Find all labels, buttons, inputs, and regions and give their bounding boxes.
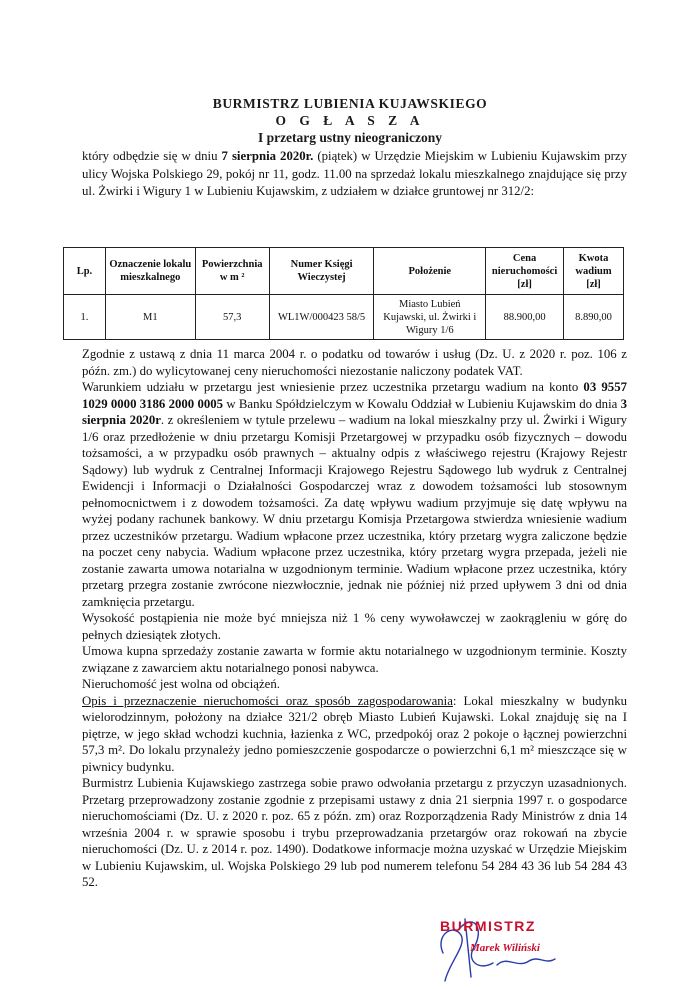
table-header: Oznaczenie lokalu mieszkalnego xyxy=(105,248,195,295)
table-header: Kwota wadium [zł] xyxy=(564,248,624,295)
table-cell: 88.900,00 xyxy=(486,295,564,340)
deposit-text-1: Warunkiem udziału w przetargu jest wniesienie przez uczestnika przetargu wadium na konto xyxy=(82,380,584,394)
bank-account: 03 9557 1029 0000 3186 2000 0005 xyxy=(82,380,628,411)
document-title: BURMISTRZ LUBIENIA KUJAWSKIEGO xyxy=(212,96,488,111)
body-text xyxy=(82,346,627,891)
vat-paragraph: Zgodnie z ustawą z dnia 11 marca 2004 r. o podatku od towarów i usług (Dz. U. z 2020 r. poz. 106 z późn. zm.) do wylicytowanej ceny nieruchomości niezostanie naliczony podatek VAT. xyxy=(82,347,627,378)
description-heading: Opis i przeznaczenie nieruchomości oraz sposób zagospodarowania xyxy=(82,693,453,708)
table-row xyxy=(64,295,624,340)
property-table xyxy=(63,247,624,340)
table-cell: Miasto Lubień Kujawski, ul. Żwirki i Wigury 1/6 xyxy=(374,295,486,340)
table-header: Numer Księgi Wieczystej xyxy=(269,248,374,295)
description-text: : Lokal mieszkalny w budynku wielorodzinnym, położony na działce 321/2 obręb Miasto Lubień Kujawski. Lokal znajduję się na I piętrze, w jego skład wchodzi kuchnia, łazienka z WC, przedpokój oraz 2 pokoje o łącznej powierzchni 57,3 m². Do lokalu przynależy jedno pomieszczenie gospodarcze o powierzchni 6,1 m² mieszczące się w piwnicy budynku. xyxy=(82,693,628,774)
table-header: Powierzchnia w m ² xyxy=(195,248,269,295)
contract-paragraph: Umowa kupna sprzedaży zostanie zawarta w formie aktu notarialnego w uzgodnionym terminie. Koszty związane z zawarciem aktu notarialnego ponosi nabywca. xyxy=(82,644,627,675)
legal-paragraph: Burmistrz Lubienia Kujawskiego zastrzega sobie prawo odwołania przetargu z przyczyn uzasadnionych. Przetarg przeprowadzony zostanie zgodnie z przepisami ustawy z dnia 21 sierpnia 1997 r. o gospodarce nieruchomościami (Dz. U. z 2020 r. poz. 65 z późn. zm) oraz Rozporządzenia Rady Ministrów z dnia 14 września 2004 r. w sprawie sposobu i trybu przeprowadzania przetargów oraz rokowań na zbycie nieruchomości (Dz. U. z 2014 r. poz. 1490). Dodatkowe informacje można uzyskać w Urzędzie Miejskim w Lubieniu Kujawskim, ul. Wojska Polskiego 29 lub pod numerem telefonu 54 284 43 36 lub 54 284 43 52. xyxy=(82,776,627,889)
description-paragraph xyxy=(82,693,627,776)
table-header-row xyxy=(64,248,624,295)
deposit-text-2: w Banku Spółdzielczym w Kowalu Oddział w Lubieniu Kujawskim do dnia xyxy=(223,396,621,411)
table-header: Lp. xyxy=(64,248,106,295)
deposit-deadline: 3 sierpnia 2020r xyxy=(82,396,627,427)
encumbrance-paragraph: Nieruchomość jest wolna od obciążeń. xyxy=(82,677,280,691)
deposit-paragraph xyxy=(82,379,627,610)
document-subtitle-2: I przetarg ustny nieograniczony xyxy=(257,130,443,145)
intro-paragraph xyxy=(82,148,627,201)
table-cell: WL1W/000423 58/5 xyxy=(269,295,374,340)
table-cell: M1 xyxy=(105,295,195,340)
intro-text-1: który odbędzie się w dniu xyxy=(82,149,222,163)
intro-text-2: (piątek) w Urzędzie Miejskim w Lubieniu Kujawskim przy ulicy Wojska Polskiego 29, pokój nr 11, godz. 11.00 na sprzedaż lokalu mieszkalnego znajdujące się przy ul. Żwirki i Wigury 1 w Lubieniu Kujawskim, z udziałem w działce gruntowej nr 312/2: xyxy=(82,149,627,198)
mayor-name: Marek Wiliński xyxy=(470,942,540,954)
deposit-text-3: . z określeniem w tytule przelewu – wadium na lokal mieszkalny przy ul. Żwirki i Wigury 1/6 oraz przedłożenie w dniu przetargu Komisji Przetargowej w przypadku osób fizycznych – dowodu tożsamości, a w przypadku osób prawnych – aktualny odpis z właściwego rejestru (Krajowy Rejestr Sądowy) lub wydruk z Centralnej Informacji Krajowego Rejestru Sądowego lub wydruk z Centralnej Ewidencji i Informacji o Działalności Gospodarczej wraz z dowodem tożsamości lub stosownym pełnomocnictwem i z dowodem tożsamości. Za datę wpływu wadium przyjmuje się datę wpływu na wyżej podany rachunek bankowy. W dniu przetargu Komisja Przetargowa stwierdza wniesienie wadium przez uczestników przetargu. Wadium wpłacone przez uczestnika, który przetarg wygra zaliczone będzie na poczet ceny nabycia. Wadium wpłacone przez uczestnika, który przetarg wygra przepada, jeżeli nie zostanie zawarta umowa notarialna w uzgodnionym terminie. Wadium wpłacone przez uczestnika, który przetarg przegra zostanie zwrócone niezwłocznie, jednak nie później niż przed upływem 3 dni od dnia zamknięcia przetargu. xyxy=(82,413,627,609)
table-header: Położenie xyxy=(374,248,486,295)
document-subtitle: O G Ł A S Z A xyxy=(275,113,425,128)
mayor-stamp: BURMISTRZ xyxy=(440,918,536,934)
table-cell: 57,3 xyxy=(195,295,269,340)
table-cell: 1. xyxy=(64,295,106,340)
auction-date: 7 sierpnia 2020r. xyxy=(221,149,314,163)
bid-increment-paragraph: Wysokość postąpienia nie może być mniejsza niż 1 % ceny wywoławczej w zaokrągleniu w górę do pełnych dziesiątek złotych. xyxy=(82,611,627,642)
table-header: Cena nieruchomości [zł] xyxy=(486,248,564,295)
table-cell: 8.890,00 xyxy=(564,295,624,340)
